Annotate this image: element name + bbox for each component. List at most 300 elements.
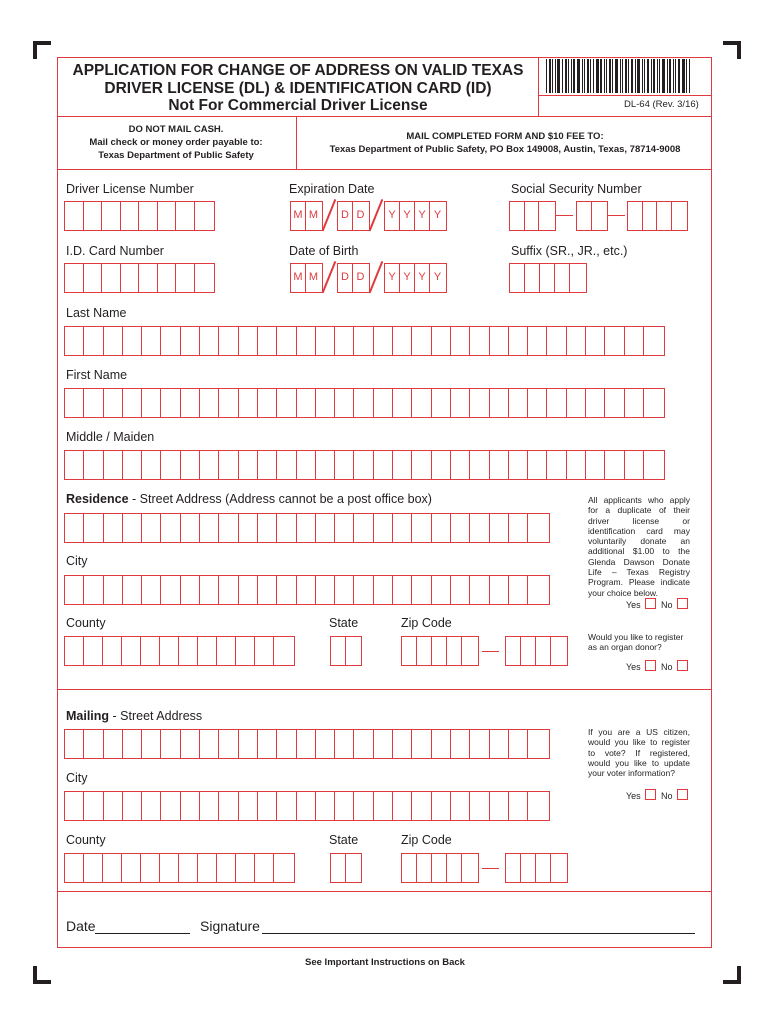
middle-name-boxes-cell[interactable]	[316, 451, 335, 479]
mailing-street-boxes-cell[interactable]	[123, 730, 142, 758]
first-name-boxes-cell[interactable]	[219, 389, 238, 417]
mailing-zip-boxes-part1-cell[interactable]	[432, 854, 447, 882]
suffix-boxes-cell[interactable]	[525, 264, 540, 292]
last-name-boxes-cell[interactable]	[277, 327, 296, 355]
mailing-street-boxes-cell[interactable]	[219, 730, 238, 758]
residence-street-boxes-cell[interactable]	[490, 514, 509, 542]
residence-city-boxes-cell[interactable]	[84, 576, 103, 604]
mailing-city-boxes-cell[interactable]	[316, 792, 335, 820]
mailing-street-boxes-cell[interactable]	[65, 730, 84, 758]
residence-city-boxes-cell[interactable]	[451, 576, 470, 604]
suffix-boxes-cell[interactable]	[510, 264, 525, 292]
mailing-street-boxes-cell[interactable]	[490, 730, 509, 758]
mailing-city-boxes-cell[interactable]	[104, 792, 123, 820]
residence-city-boxes-cell[interactable]	[528, 576, 547, 604]
ssn-boxes-part3[interactable]	[627, 201, 688, 231]
first-name-boxes-cell[interactable]	[625, 389, 644, 417]
id-number-boxes-cell[interactable]	[102, 264, 121, 292]
mailing-city-boxes-cell[interactable]	[258, 792, 277, 820]
mailing-zip-boxes-part2[interactable]	[505, 853, 568, 883]
mailing-street-boxes-cell[interactable]	[84, 730, 103, 758]
ssn-boxes-part2-cell[interactable]	[577, 202, 592, 230]
residence-city-boxes-cell[interactable]	[181, 576, 200, 604]
middle-name-boxes-cell[interactable]	[123, 451, 142, 479]
first-name-boxes-cell[interactable]	[239, 389, 258, 417]
expiration-year-boxes[interactable]	[384, 201, 447, 231]
residence-street-boxes-cell[interactable]	[297, 514, 316, 542]
residence-city-boxes-cell[interactable]	[104, 576, 123, 604]
suffix-boxes-cell[interactable]	[555, 264, 570, 292]
mailing-city-boxes-cell[interactable]	[509, 792, 528, 820]
id-number-boxes-cell[interactable]	[176, 264, 195, 292]
mailing-street-boxes-cell[interactable]	[239, 730, 258, 758]
mailing-street-boxes-cell[interactable]	[258, 730, 277, 758]
suffix-boxes-cell[interactable]	[540, 264, 555, 292]
expiration-day-boxes-cell[interactable]: D	[356, 209, 365, 221]
residence-zip-boxes-part1-cell[interactable]	[417, 637, 432, 665]
ssn-boxes-part2-cell[interactable]	[592, 202, 607, 230]
mailing-city-boxes-cell[interactable]	[200, 792, 219, 820]
mailing-city-boxes-cell[interactable]	[335, 792, 354, 820]
mailing-city-boxes-cell[interactable]	[451, 792, 470, 820]
middle-name-boxes-cell[interactable]	[528, 451, 547, 479]
mailing-zip-boxes-part2-cell[interactable]	[536, 854, 551, 882]
mailing-zip-boxes-part2-cell[interactable]	[506, 854, 521, 882]
first-name-boxes-cell[interactable]	[567, 389, 586, 417]
dob-month-boxes-cell[interactable]: M	[291, 264, 306, 292]
first-name-boxes-cell[interactable]	[586, 389, 605, 417]
last-name-boxes-cell[interactable]	[219, 327, 238, 355]
last-name-boxes-cell[interactable]	[258, 327, 277, 355]
residence-street-boxes-cell[interactable]	[277, 514, 296, 542]
mailing-street-boxes-cell[interactable]	[277, 730, 296, 758]
first-name-boxes-cell[interactable]	[490, 389, 509, 417]
ssn-boxes-part3-cell[interactable]	[672, 202, 687, 230]
residence-city-boxes-cell[interactable]	[354, 576, 373, 604]
first-name-boxes-cell[interactable]	[605, 389, 624, 417]
residence-zip-boxes-part1-cell[interactable]	[402, 637, 417, 665]
mailing-city-boxes-cell[interactable]	[393, 792, 412, 820]
middle-name-boxes-cell[interactable]	[297, 451, 316, 479]
ssn-boxes-part1-cell[interactable]	[510, 202, 525, 230]
mailing-street-boxes-cell[interactable]	[297, 730, 316, 758]
first-name-boxes-cell[interactable]	[412, 389, 431, 417]
dl-number-boxes-cell[interactable]	[158, 202, 177, 230]
mailing-street-boxes-cell[interactable]	[104, 730, 123, 758]
mailing-state-boxes-cell[interactable]	[331, 854, 346, 882]
last-name-boxes-cell[interactable]	[142, 327, 161, 355]
residence-city-boxes-cell[interactable]	[123, 576, 142, 604]
residence-county-boxes-cell[interactable]	[179, 637, 198, 665]
last-name-boxes-cell[interactable]	[412, 327, 431, 355]
mailing-county-boxes-cell[interactable]	[236, 854, 255, 882]
ssn-boxes-part3-cell[interactable]	[643, 202, 658, 230]
residence-county-boxes-cell[interactable]	[103, 637, 122, 665]
first-name-boxes-cell[interactable]	[470, 389, 489, 417]
id-number-boxes-cell[interactable]	[158, 264, 177, 292]
mailing-street-boxes-cell[interactable]	[528, 730, 547, 758]
residence-city-boxes-cell[interactable]	[277, 576, 296, 604]
middle-name-boxes-cell[interactable]	[84, 451, 103, 479]
voter-yes-checkbox[interactable]	[645, 789, 656, 800]
residence-street-boxes-cell[interactable]	[470, 514, 489, 542]
mailing-city-boxes[interactable]	[64, 791, 550, 821]
mailing-street-boxes-cell[interactable]	[354, 730, 373, 758]
mailing-city-boxes-cell[interactable]	[219, 792, 238, 820]
first-name-boxes-cell[interactable]	[65, 389, 84, 417]
middle-name-boxes-cell[interactable]	[605, 451, 624, 479]
residence-state-boxes-cell[interactable]	[346, 637, 361, 665]
expiration-day-boxes[interactable]	[337, 201, 370, 231]
residence-street-boxes-cell[interactable]	[316, 514, 335, 542]
residence-city-boxes[interactable]	[64, 575, 550, 605]
middle-name-boxes-cell[interactable]	[490, 451, 509, 479]
mailing-zip-boxes-part1-cell[interactable]	[402, 854, 417, 882]
residence-street-boxes-cell[interactable]	[142, 514, 161, 542]
residence-county-boxes-cell[interactable]	[141, 637, 160, 665]
residence-street-boxes-cell[interactable]	[123, 514, 142, 542]
first-name-boxes-cell[interactable]	[258, 389, 277, 417]
middle-name-boxes-cell[interactable]	[547, 451, 566, 479]
middle-name-boxes-cell[interactable]	[181, 451, 200, 479]
last-name-boxes-cell[interactable]	[605, 327, 624, 355]
last-name-boxes-cell[interactable]	[374, 327, 393, 355]
last-name-boxes[interactable]	[64, 326, 665, 356]
mailing-street-boxes-cell[interactable]	[161, 730, 180, 758]
residence-street-boxes-cell[interactable]	[200, 514, 219, 542]
first-name-boxes-cell[interactable]	[200, 389, 219, 417]
middle-name-boxes-cell[interactable]	[258, 451, 277, 479]
last-name-boxes-cell[interactable]	[181, 327, 200, 355]
mailing-city-boxes-cell[interactable]	[470, 792, 489, 820]
mailing-county-boxes-cell[interactable]	[179, 854, 198, 882]
residence-county-boxes-cell[interactable]	[65, 637, 84, 665]
residence-street-boxes-cell[interactable]	[239, 514, 258, 542]
first-name-boxes-cell[interactable]	[509, 389, 528, 417]
residence-street-boxes-cell[interactable]	[374, 514, 393, 542]
residence-street-boxes-cell[interactable]	[335, 514, 354, 542]
dob-month-boxes-cell[interactable]: M	[308, 271, 319, 283]
middle-name-boxes-cell[interactable]	[354, 451, 373, 479]
middle-name-boxes-cell[interactable]	[412, 451, 431, 479]
last-name-boxes-cell[interactable]	[393, 327, 412, 355]
residence-street-boxes-cell[interactable]	[354, 514, 373, 542]
middle-name-boxes-cell[interactable]	[451, 451, 470, 479]
last-name-boxes-cell[interactable]	[528, 327, 547, 355]
mailing-county-boxes-cell[interactable]	[84, 854, 103, 882]
mailing-city-boxes-cell[interactable]	[528, 792, 547, 820]
mailing-city-boxes-cell[interactable]	[432, 792, 451, 820]
middle-name-boxes-cell[interactable]	[65, 451, 84, 479]
residence-city-boxes-cell[interactable]	[509, 576, 528, 604]
dl-number-boxes-cell[interactable]	[65, 202, 84, 230]
last-name-boxes-cell[interactable]	[123, 327, 142, 355]
expiration-month-boxes-cell[interactable]: M	[291, 202, 306, 230]
residence-street-boxes-cell[interactable]	[528, 514, 547, 542]
middle-name-boxes-cell[interactable]	[104, 451, 123, 479]
last-name-boxes-cell[interactable]	[586, 327, 605, 355]
expiration-year-boxes-cell[interactable]: Y	[415, 202, 430, 230]
suffix-boxes-cell[interactable]	[570, 264, 585, 292]
first-name-boxes-cell[interactable]	[84, 389, 103, 417]
first-name-boxes-cell[interactable]	[547, 389, 566, 417]
mailing-street-boxes-cell[interactable]	[470, 730, 489, 758]
residence-city-boxes-cell[interactable]	[65, 576, 84, 604]
first-name-boxes-cell[interactable]	[123, 389, 142, 417]
residence-city-boxes-cell[interactable]	[316, 576, 335, 604]
mailing-street-boxes-cell[interactable]	[393, 730, 412, 758]
first-name-boxes-cell[interactable]	[142, 389, 161, 417]
residence-zip-boxes-part1-cell[interactable]	[447, 637, 462, 665]
residence-street-boxes-cell[interactable]	[509, 514, 528, 542]
residence-zip-boxes-part2-cell[interactable]	[551, 637, 566, 665]
residence-city-boxes-cell[interactable]	[239, 576, 258, 604]
first-name-boxes-cell[interactable]	[161, 389, 180, 417]
mailing-city-boxes-cell[interactable]	[354, 792, 373, 820]
voter-no-checkbox[interactable]	[677, 789, 688, 800]
last-name-boxes-cell[interactable]	[65, 327, 84, 355]
last-name-boxes-cell[interactable]	[470, 327, 489, 355]
mailing-county-boxes-cell[interactable]	[274, 854, 293, 882]
residence-county-boxes-cell[interactable]	[160, 637, 179, 665]
first-name-boxes[interactable]	[64, 388, 665, 418]
mailing-city-boxes-cell[interactable]	[239, 792, 258, 820]
residence-zip-boxes-part2-cell[interactable]	[536, 637, 551, 665]
mailing-street-boxes[interactable]	[64, 729, 550, 759]
id-number-boxes[interactable]	[64, 263, 215, 293]
last-name-boxes-cell[interactable]	[490, 327, 509, 355]
mailing-street-boxes-cell[interactable]	[142, 730, 161, 758]
mailing-street-boxes-cell[interactable]	[412, 730, 431, 758]
residence-street-boxes-cell[interactable]	[65, 514, 84, 542]
residence-zip-boxes-part1-cell[interactable]	[432, 637, 447, 665]
last-name-boxes-cell[interactable]	[239, 327, 258, 355]
middle-name-boxes-cell[interactable]	[161, 451, 180, 479]
dl-number-boxes[interactable]	[64, 201, 215, 231]
first-name-boxes-cell[interactable]	[393, 389, 412, 417]
residence-city-boxes-cell[interactable]	[335, 576, 354, 604]
ssn-boxes-part2[interactable]	[576, 201, 608, 231]
residence-street-boxes-cell[interactable]	[258, 514, 277, 542]
mailing-street-boxes-cell[interactable]	[451, 730, 470, 758]
mailing-street-boxes-cell[interactable]	[316, 730, 335, 758]
expiration-month-boxes[interactable]	[290, 201, 323, 231]
last-name-boxes-cell[interactable]	[335, 327, 354, 355]
donate-no-checkbox[interactable]	[677, 598, 688, 609]
middle-name-boxes-cell[interactable]	[277, 451, 296, 479]
dl-number-boxes-cell[interactable]	[139, 202, 158, 230]
last-name-boxes-cell[interactable]	[161, 327, 180, 355]
first-name-boxes-cell[interactable]	[181, 389, 200, 417]
expiration-day-boxes-cell[interactable]: D	[338, 202, 353, 230]
last-name-boxes-cell[interactable]	[354, 327, 373, 355]
mailing-state-boxes[interactable]	[330, 853, 362, 883]
residence-zip-boxes-part2-cell[interactable]	[521, 637, 536, 665]
id-number-boxes-cell[interactable]	[195, 264, 214, 292]
dl-number-boxes-cell[interactable]	[121, 202, 140, 230]
signature-line[interactable]	[262, 933, 695, 934]
middle-name-boxes-cell[interactable]	[393, 451, 412, 479]
residence-city-boxes-cell[interactable]	[219, 576, 238, 604]
mailing-county-boxes-cell[interactable]	[255, 854, 274, 882]
ssn-boxes-part1[interactable]	[509, 201, 556, 231]
residence-city-boxes-cell[interactable]	[200, 576, 219, 604]
residence-city-boxes-cell[interactable]	[393, 576, 412, 604]
residence-street-boxes-cell[interactable]	[181, 514, 200, 542]
dl-number-boxes-cell[interactable]	[195, 202, 214, 230]
middle-name-boxes-cell[interactable]	[586, 451, 605, 479]
first-name-boxes-cell[interactable]	[104, 389, 123, 417]
mailing-street-boxes-cell[interactable]	[335, 730, 354, 758]
mailing-city-boxes-cell[interactable]	[490, 792, 509, 820]
middle-name-boxes-cell[interactable]	[335, 451, 354, 479]
first-name-boxes-cell[interactable]	[528, 389, 547, 417]
mailing-city-boxes-cell[interactable]	[374, 792, 393, 820]
dob-day-boxes-cell[interactable]: D	[338, 264, 353, 292]
mailing-county-boxes-cell[interactable]	[122, 854, 141, 882]
residence-county-boxes[interactable]	[64, 636, 295, 666]
last-name-boxes-cell[interactable]	[451, 327, 470, 355]
ssn-boxes-part3-cell[interactable]	[657, 202, 672, 230]
mailing-city-boxes-cell[interactable]	[65, 792, 84, 820]
dob-month-boxes[interactable]	[290, 263, 323, 293]
dob-day-boxes-cell[interactable]: D	[356, 271, 365, 283]
middle-name-boxes-cell[interactable]	[219, 451, 238, 479]
middle-name-boxes[interactable]	[64, 450, 665, 480]
first-name-boxes-cell[interactable]	[335, 389, 354, 417]
ssn-boxes-part1-cell[interactable]	[539, 202, 554, 230]
mailing-county-boxes-cell[interactable]	[65, 854, 84, 882]
dl-number-boxes-cell[interactable]	[176, 202, 195, 230]
last-name-boxes-cell[interactable]	[432, 327, 451, 355]
residence-county-boxes-cell[interactable]	[198, 637, 217, 665]
first-name-boxes-cell[interactable]	[277, 389, 296, 417]
suffix-boxes[interactable]	[509, 263, 587, 293]
mailing-county-boxes-cell[interactable]	[217, 854, 236, 882]
first-name-boxes-cell[interactable]	[451, 389, 470, 417]
mailing-city-boxes-cell[interactable]	[297, 792, 316, 820]
last-name-boxes-cell[interactable]	[297, 327, 316, 355]
dl-number-boxes-cell[interactable]	[102, 202, 121, 230]
mailing-street-boxes-cell[interactable]	[432, 730, 451, 758]
dob-year-boxes-cell[interactable]: Y	[415, 264, 430, 292]
donate-yes-checkbox[interactable]	[645, 598, 656, 609]
last-name-boxes-cell[interactable]	[567, 327, 586, 355]
last-name-boxes-cell[interactable]	[84, 327, 103, 355]
mailing-county-boxes[interactable]	[64, 853, 295, 883]
last-name-boxes-cell[interactable]	[316, 327, 335, 355]
expiration-year-boxes-cell[interactable]: Y	[400, 202, 415, 230]
residence-county-boxes-cell[interactable]	[255, 637, 274, 665]
residence-street-boxes-cell[interactable]	[451, 514, 470, 542]
residence-county-boxes-cell[interactable]	[217, 637, 236, 665]
residence-street-boxes-cell[interactable]	[432, 514, 451, 542]
mailing-city-boxes-cell[interactable]	[142, 792, 161, 820]
middle-name-boxes-cell[interactable]	[142, 451, 161, 479]
mailing-street-boxes-cell[interactable]	[509, 730, 528, 758]
first-name-boxes-cell[interactable]	[644, 389, 663, 417]
residence-county-boxes-cell[interactable]	[122, 637, 141, 665]
residence-city-boxes-cell[interactable]	[470, 576, 489, 604]
dob-year-boxes-cell[interactable]: Y	[385, 264, 400, 292]
last-name-boxes-cell[interactable]	[625, 327, 644, 355]
dob-year-boxes-cell[interactable]: Y	[433, 271, 442, 283]
middle-name-boxes-cell[interactable]	[200, 451, 219, 479]
mailing-city-boxes-cell[interactable]	[412, 792, 431, 820]
organ-yes-checkbox[interactable]	[645, 660, 656, 671]
middle-name-boxes-cell[interactable]	[625, 451, 644, 479]
mailing-city-boxes-cell[interactable]	[161, 792, 180, 820]
ssn-boxes-part1-cell[interactable]	[525, 202, 540, 230]
mailing-county-boxes-cell[interactable]	[141, 854, 160, 882]
mailing-city-boxes-cell[interactable]	[84, 792, 103, 820]
middle-name-boxes-cell[interactable]	[432, 451, 451, 479]
residence-city-boxes-cell[interactable]	[374, 576, 393, 604]
residence-county-boxes-cell[interactable]	[236, 637, 255, 665]
residence-street-boxes-cell[interactable]	[161, 514, 180, 542]
mailing-city-boxes-cell[interactable]	[181, 792, 200, 820]
residence-city-boxes-cell[interactable]	[412, 576, 431, 604]
id-number-boxes-cell[interactable]	[139, 264, 158, 292]
last-name-boxes-cell[interactable]	[104, 327, 123, 355]
mailing-zip-boxes-part2-cell[interactable]	[551, 854, 566, 882]
id-number-boxes-cell[interactable]	[121, 264, 140, 292]
mailing-city-boxes-cell[interactable]	[123, 792, 142, 820]
middle-name-boxes-cell[interactable]	[239, 451, 258, 479]
residence-zip-boxes-part2-cell[interactable]	[506, 637, 521, 665]
mailing-state-boxes-cell[interactable]	[346, 854, 361, 882]
dob-day-boxes[interactable]	[337, 263, 370, 293]
residence-state-boxes[interactable]	[330, 636, 362, 666]
residence-zip-boxes-part1-cell[interactable]	[462, 637, 477, 665]
dob-year-boxes-cell[interactable]: Y	[400, 264, 415, 292]
middle-name-boxes-cell[interactable]	[567, 451, 586, 479]
mailing-zip-boxes-part2-cell[interactable]	[521, 854, 536, 882]
residence-county-boxes-cell[interactable]	[84, 637, 103, 665]
mailing-zip-boxes-part1-cell[interactable]	[447, 854, 462, 882]
middle-name-boxes-cell[interactable]	[644, 451, 663, 479]
expiration-year-boxes-cell[interactable]: Y	[385, 202, 400, 230]
dob-year-boxes[interactable]	[384, 263, 447, 293]
residence-city-boxes-cell[interactable]	[142, 576, 161, 604]
id-number-boxes-cell[interactable]	[65, 264, 84, 292]
mailing-street-boxes-cell[interactable]	[181, 730, 200, 758]
last-name-boxes-cell[interactable]	[547, 327, 566, 355]
date-line[interactable]	[95, 933, 190, 934]
middle-name-boxes-cell[interactable]	[374, 451, 393, 479]
expiration-month-boxes-cell[interactable]: M	[308, 209, 319, 221]
mailing-street-boxes-cell[interactable]	[374, 730, 393, 758]
middle-name-boxes-cell[interactable]	[509, 451, 528, 479]
last-name-boxes-cell[interactable]	[200, 327, 219, 355]
id-number-boxes-cell[interactable]	[84, 264, 103, 292]
first-name-boxes-cell[interactable]	[297, 389, 316, 417]
mailing-zip-boxes-part1-cell[interactable]	[462, 854, 477, 882]
residence-street-boxes-cell[interactable]	[393, 514, 412, 542]
mailing-zip-boxes-part1[interactable]	[401, 853, 479, 883]
first-name-boxes-cell[interactable]	[354, 389, 373, 417]
mailing-city-boxes-cell[interactable]	[277, 792, 296, 820]
residence-state-boxes-cell[interactable]	[331, 637, 346, 665]
residence-city-boxes-cell[interactable]	[490, 576, 509, 604]
mailing-county-boxes-cell[interactable]	[198, 854, 217, 882]
first-name-boxes-cell[interactable]	[316, 389, 335, 417]
first-name-boxes-cell[interactable]	[374, 389, 393, 417]
residence-zip-boxes-part2[interactable]	[505, 636, 568, 666]
mailing-county-boxes-cell[interactable]	[103, 854, 122, 882]
residence-city-boxes-cell[interactable]	[258, 576, 277, 604]
residence-county-boxes-cell[interactable]	[274, 637, 293, 665]
